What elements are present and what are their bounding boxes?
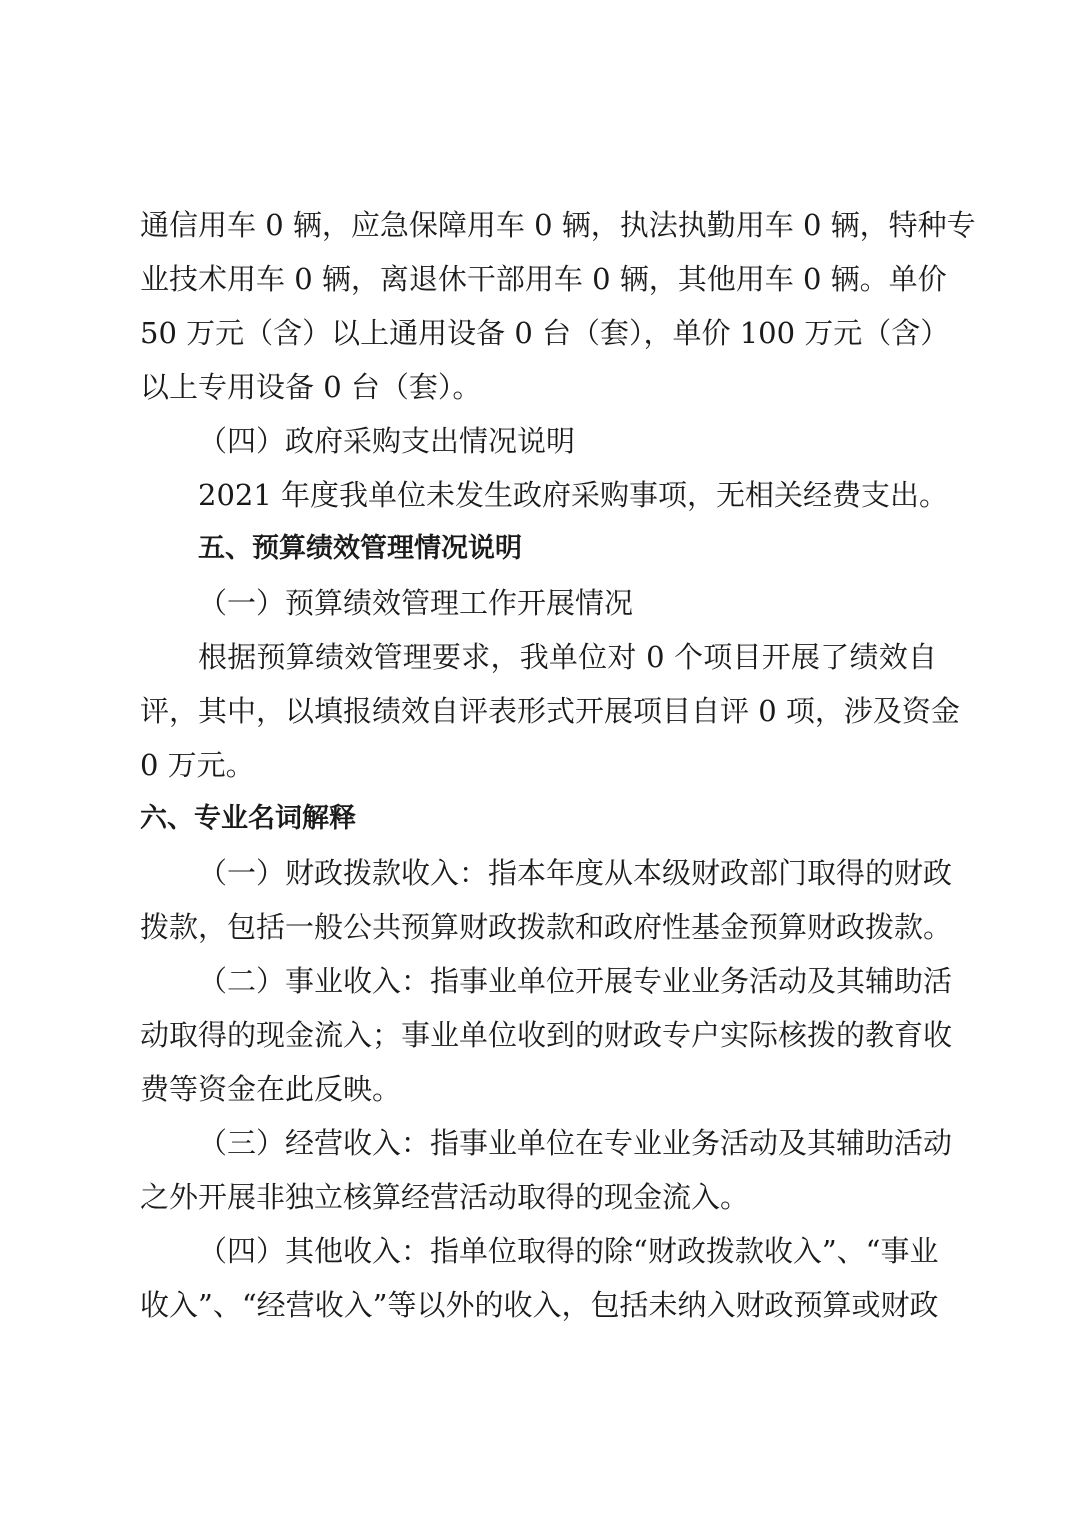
subsection-heading: （四）政府采购支出情况说明	[198, 424, 576, 458]
section-heading: 六、专业名词解释	[140, 803, 356, 834]
text-line: 通信用车 0 辆，应急保障用车 0 辆，执法执勤用车 0 辆，特种专	[140, 208, 976, 242]
text-line: 之外开展非独立核算经营活动取得的现金流入。	[140, 1180, 750, 1214]
text-line: 根据预算绩效管理要求，我单位对 0 个项目开展了绩效自	[198, 640, 937, 674]
text-line: 0 万元。	[140, 748, 255, 782]
text-line: 动取得的现金流入；事业单位收到的财政专户实际核拨的教育收	[140, 1018, 953, 1052]
text-line: 以上专用设备 0 台（套）。	[140, 370, 482, 404]
text-line: 业技术用车 0 辆，离退休干部用车 0 辆，其他用车 0 辆。单价	[140, 262, 947, 296]
text-line: （二）事业收入：指事业单位开展专业业务活动及其辅助活	[198, 964, 953, 998]
text-line: 拨款，包括一般公共预算财政拨款和政府性基金预算财政拨款。	[140, 910, 953, 944]
text-line: 50 万元（含）以上通用设备 0 台（套），单价 100 万元（含）	[140, 316, 950, 350]
subsection-heading: （一）预算绩效管理工作开展情况	[198, 586, 634, 620]
text-line: 收入”、“经营收入”等以外的收入，包括未纳入财政预算或财政	[140, 1288, 939, 1322]
section-heading: 五、预算绩效管理情况说明	[198, 533, 522, 564]
text-line: 2021 年度我单位未发生政府采购事项，无相关经费支出。	[198, 478, 949, 512]
text-line: （三）经营收入：指事业单位在专业业务活动及其辅助活动	[198, 1126, 953, 1160]
text-line: 评，其中，以填报绩效自评表形式开展项目自评 0 项，涉及资金	[140, 694, 960, 728]
text-line: 费等资金在此反映。	[140, 1072, 402, 1106]
text-line: （一）财政拨款收入：指本年度从本级财政部门取得的财政	[198, 856, 953, 890]
text-line: （四）其他收入：指单位取得的除“财政拨款收入”、“事业	[198, 1234, 939, 1268]
